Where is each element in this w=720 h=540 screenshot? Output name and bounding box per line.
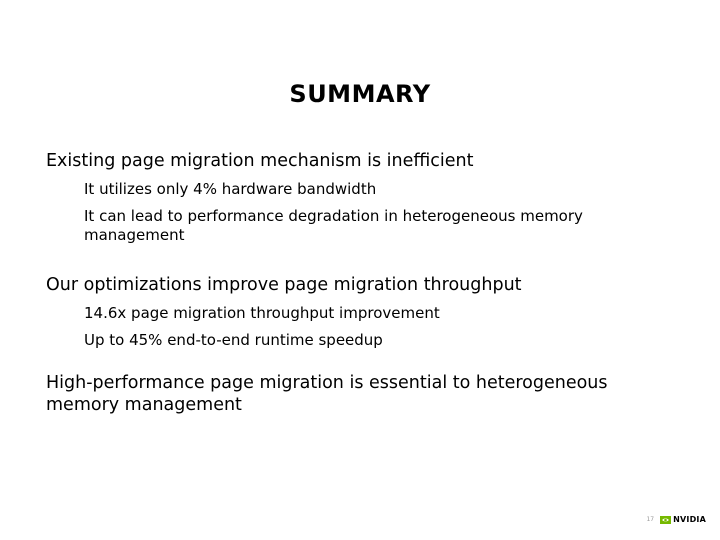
- bullet-item: High-performance page migration is essential to heterogeneous memory management: [46, 373, 608, 415]
- sub-bullet-item: It utilizes only 4% hardware bandwidth: [84, 180, 377, 198]
- logo-text: NVIDIA: [673, 515, 706, 524]
- sub-bullet-item: 14.6x page migration throughput improvement: [84, 304, 440, 322]
- page-number: 17: [646, 516, 655, 523]
- sub-bullet-item: Up to 45% end-to-end runtime speedup: [84, 331, 383, 349]
- slide-footer: [646, 515, 706, 524]
- nvidia-eye-icon: [660, 516, 671, 524]
- bullet-item: Our optimizations improve page migration throughput: [46, 275, 522, 295]
- slide-title: SUMMARY: [289, 80, 431, 108]
- sub-bullet-item: It can lead to performance degradation in heterogeneous memory management: [84, 207, 583, 244]
- nvidia-logo: [660, 515, 706, 524]
- bullet-list: [46, 150, 686, 416]
- bullet-item: Existing page migration mechanism is inefficient: [46, 151, 474, 171]
